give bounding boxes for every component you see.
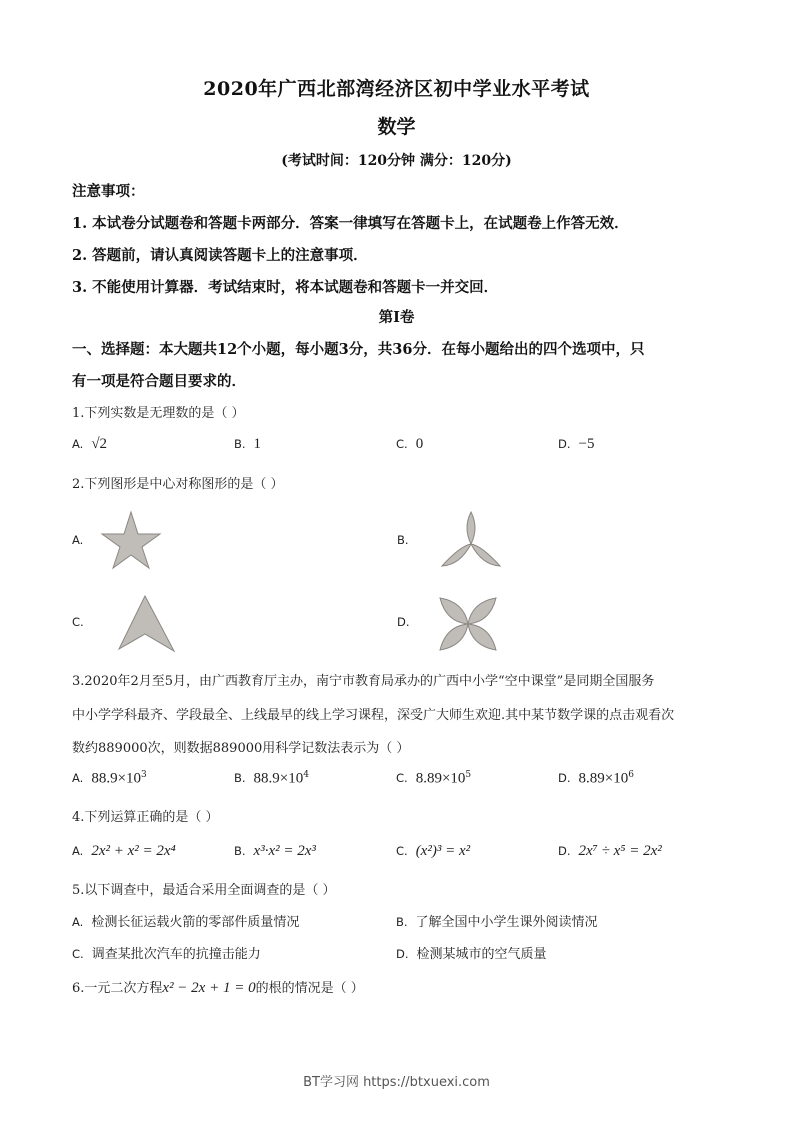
section-instruction-line1: 一、选择题：本大题共12个小题，每小题3分，共36分．在每小题给出的四个选项中，只 [72,341,645,358]
option-label: A. [72,771,84,786]
option-label: B. [396,915,408,929]
option-exponent: 6 [628,770,634,780]
question-2-option-a-label [72,533,91,548]
equation: x² − 2x + 1 = 0 [162,980,256,996]
stem-suffix: 的根的情况是（ ） [255,981,364,996]
stem-prefix: 6.一元二次方程 [72,981,163,996]
question-2-option-b-label [397,533,417,548]
question-3-option-b [234,770,309,787]
option-label: C. [396,771,408,786]
option-value: 调查某批次汽车的抗撞击能力 [91,947,261,962]
subject-title: 数学 [377,116,416,138]
section-instruction-line2: 有一项是符合题目要求的． [72,373,246,390]
option-value: 0 [415,436,424,452]
option-value: x³·x² = 2x³ [253,843,316,859]
star-figure-icon [100,510,162,570]
option-value: 2x⁷ ÷ x⁵ = 2x² [578,843,662,859]
question-2-option-c-label [72,615,92,630]
option-value: 了解全国中小学生课外阅读情况 [415,915,598,930]
question-4-option-d [558,843,662,860]
question-5-option-c [72,943,261,962]
exam-title: 2020年广西北部湾经济区初中学业水平考试 [203,78,590,100]
option-value: 检测某城市的空气质量 [416,947,547,962]
option-base: 88.9×10 [253,770,304,787]
question-5-stem: 5.以下调查中，最适合采用全面调查的是（ ） [72,883,336,898]
option-value: 2x² + x² = 2x⁴ [91,843,176,859]
option-label: A. [72,915,84,929]
option-value: (x²)³ = x² [415,843,471,859]
question-4-option-b [234,843,316,860]
option-exponent: 5 [465,770,472,780]
question-3-stem-line2: 中小学学科最齐、学段最全、上线最早的线上学习课程，深受广大师生欢迎.其中某节数学课的点击观看次 [72,708,675,723]
question-1-option-c [396,436,423,453]
question-4-option-c [396,843,470,860]
option-exponent: 3 [141,770,147,780]
option-label: C. [72,947,84,961]
question-5-option-d [396,943,547,962]
question-1-option-b [234,436,261,453]
four-petal-figure-icon [436,594,500,654]
exam-info: (考试时间：120分钟 满分：120分) [281,153,512,169]
footer-watermark: BT学习网 https://btxuexi.com [303,1075,490,1090]
three-petal-figure-icon [438,510,504,572]
notes-heading: 注意事项： [72,183,145,200]
option-label: B. [234,437,246,451]
option-label: B. [234,844,246,858]
option-base: 8.89×10 [415,770,466,787]
option-value: √2 [91,436,108,452]
question-6-stem [72,977,364,997]
option-exponent: 4 [303,770,309,780]
option-label: D. [397,615,410,629]
option-label: C. [396,844,408,858]
question-3-option-c [396,770,471,787]
option-label: A. [72,844,84,858]
question-3-stem-line3: 数约889000次，则数据889000用科学记数法表示为（ ） [72,741,410,756]
question-2-stem: 2.下列图形是中心对称图形的是（ ） [72,477,284,492]
note-item-3: 3. 不能使用计算器．考试结束时，将本试题卷和答题卡一并交回． [72,279,499,296]
question-4-stem: 4.下列运算正确的是（ ） [72,810,219,825]
question-3-option-a [72,770,147,787]
option-label: C. [72,615,84,629]
question-3-option-d [558,770,634,787]
question-1-option-a [72,436,107,453]
question-1-stem: 1.下列实数是无理数的是（ ） [72,406,245,421]
option-label: A. [72,533,84,547]
option-label: B. [234,771,246,786]
option-label: D. [558,844,571,858]
option-label: D. [558,437,571,451]
option-label: D. [558,771,571,786]
option-value: −5 [578,436,595,452]
question-5-option-a [72,911,299,930]
question-4-option-a [72,843,176,860]
arrowhead-figure-icon [118,594,176,654]
option-label: D. [396,947,409,961]
option-value: 检测长征运载火箭的零部件质量情况 [91,915,300,930]
option-base: 88.9×10 [91,770,142,787]
question-5-option-b [396,911,598,930]
question-1-option-d [558,436,594,453]
option-base: 8.89×10 [578,770,629,787]
volume-heading: 第Ⅰ卷 [378,309,415,326]
option-label: A. [72,437,84,451]
option-value: 1 [253,436,262,452]
question-3-stem-line1: 3.2020年2月至5月，由广西教育厅主办，南宁市教育局承办的广西中小学“空中课堂”是同期全国服务 [72,674,655,689]
option-label: C. [396,437,408,451]
note-item-1: 1. 本试卷分试题卷和答题卡两部分．答案一律填写在答题卡上，在试题卷上作答无效． [72,215,629,232]
question-2-option-d-label [397,615,418,630]
option-label: B. [397,533,409,547]
note-item-2: 2. 答题前，请认真阅读答题卡上的注意事项． [72,247,368,264]
